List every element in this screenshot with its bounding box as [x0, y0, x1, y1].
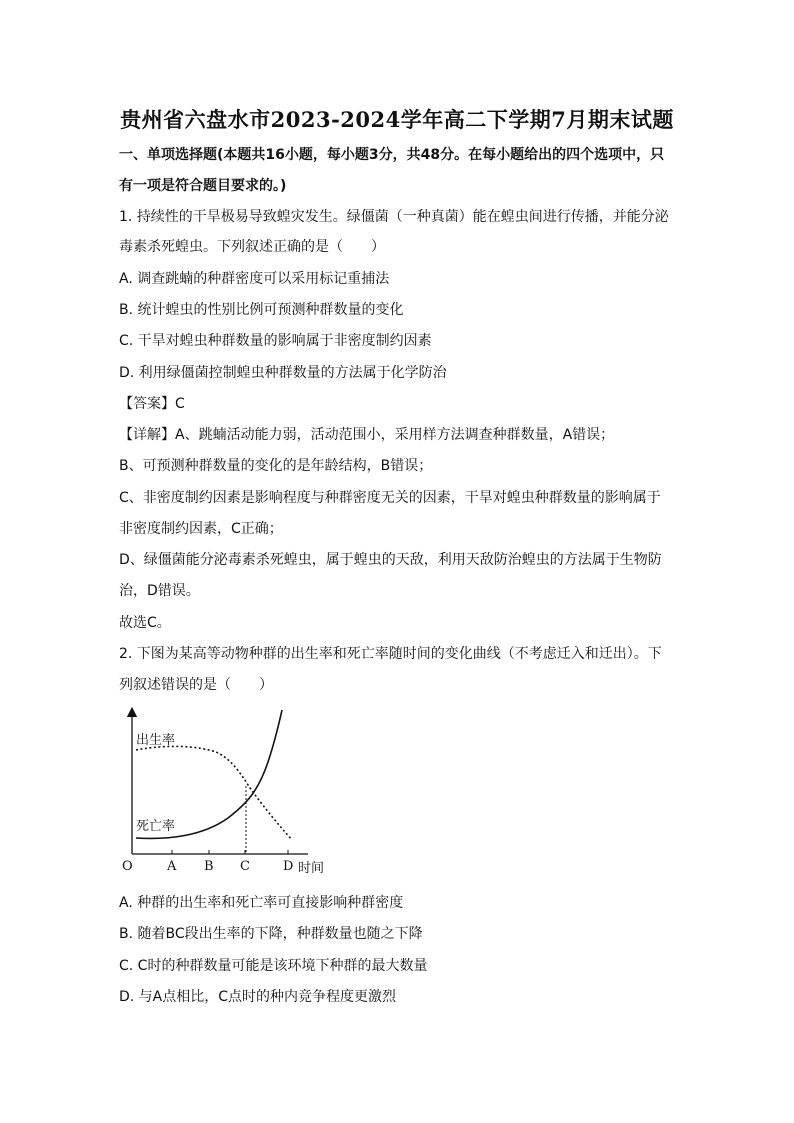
birth-rate-label: 出生率 — [136, 733, 176, 748]
q2-option-a: A. 种群的出生率和死亡率可直接影响种群密度 — [119, 895, 404, 911]
q1-explain-c-cont: 非密度制约因素，C正确； — [119, 521, 283, 537]
q1-option-a: A. 调查跳蝻的种群密度可以采用标记重捕法 — [119, 271, 390, 287]
x-tick-label-b: B — [204, 859, 214, 874]
q1-option-c: C. 干旱对蝗虫种群数量的影响属于非密度制约因素 — [119, 333, 432, 349]
q1-stem-line2: 毒素杀死蝗虫。下列叙述正确的是（ ） — [119, 239, 385, 255]
q1-explain-c: C、非密度制约因素是影响程度与种群密度无关的因素，干旱对蝗虫种群数量的影响属于 — [119, 490, 661, 506]
q2-stem-line2: 列叙述错误的是（ ） — [119, 677, 273, 693]
q2-option-b: B. 随着BC段出生率的下降，种群数量也随之下降 — [119, 926, 423, 942]
x-axis-label: 时间 — [298, 861, 325, 876]
q1-explain-d-cont: 治，D错误。 — [119, 583, 200, 599]
q1-conclusion: 故选C。 — [119, 615, 171, 631]
q1-explain-b: B、可预测种群数量的变化的是年龄结构，B错误； — [119, 458, 433, 474]
q1-explain-d: D、绿僵菌能分泌毒素杀死蝗虫，属于蝗虫的天敌，利用天敌防治蝗虫的方法属于生物防 — [119, 552, 662, 568]
origin-label: O — [122, 859, 133, 874]
section-heading-line2: 有一项是符合题目要求的。) — [119, 178, 287, 194]
x-tick-label-c: C — [240, 859, 250, 874]
q2-option-d: D. 与A点相比，C点时的种内竞争程度更激烈 — [119, 989, 397, 1005]
x-tick-label-a: A — [167, 859, 177, 874]
q1-answer: 【答案】C — [119, 396, 185, 412]
page-title: 贵州省六盘水市2023-2024学年高二下学期7月期末试题 — [120, 107, 674, 132]
birth-death-rate-graph — [118, 706, 338, 881]
q2-stem-line1: 2. 下图为某高等动物种群的出生率和死亡率随时间的变化曲线（不考虑迁入和迁出）。下 — [119, 646, 662, 662]
q1-explain-a: 【详解】A、跳蝻活动能力弱，活动范围小，采用样方法调查种群数量，A错误； — [119, 427, 615, 443]
q2-option-c: C. C时的种群数量可能是该环境下种群的最大数量 — [119, 958, 428, 974]
x-tick-label-d: D — [283, 859, 294, 874]
q1-option-b: B. 统计蝗虫的性别比例可预测种群数量的变化 — [119, 302, 404, 318]
q1-option-d: D. 利用绿僵菌控制蝗虫种群数量的方法属于化学防治 — [119, 365, 447, 381]
q1-stem-line1: 1. 持续性的干旱极易导致蝗灾发生。绿僵菌（一种真菌）能在蝗虫间进行传播，并能分泌 — [119, 209, 669, 225]
section-heading-line1: 一、单项选择题(本题共16小题，每小题3分，共48分。在每小题给出的四个选项中，只 — [119, 147, 665, 163]
death-rate-label: 死亡率 — [136, 819, 176, 834]
